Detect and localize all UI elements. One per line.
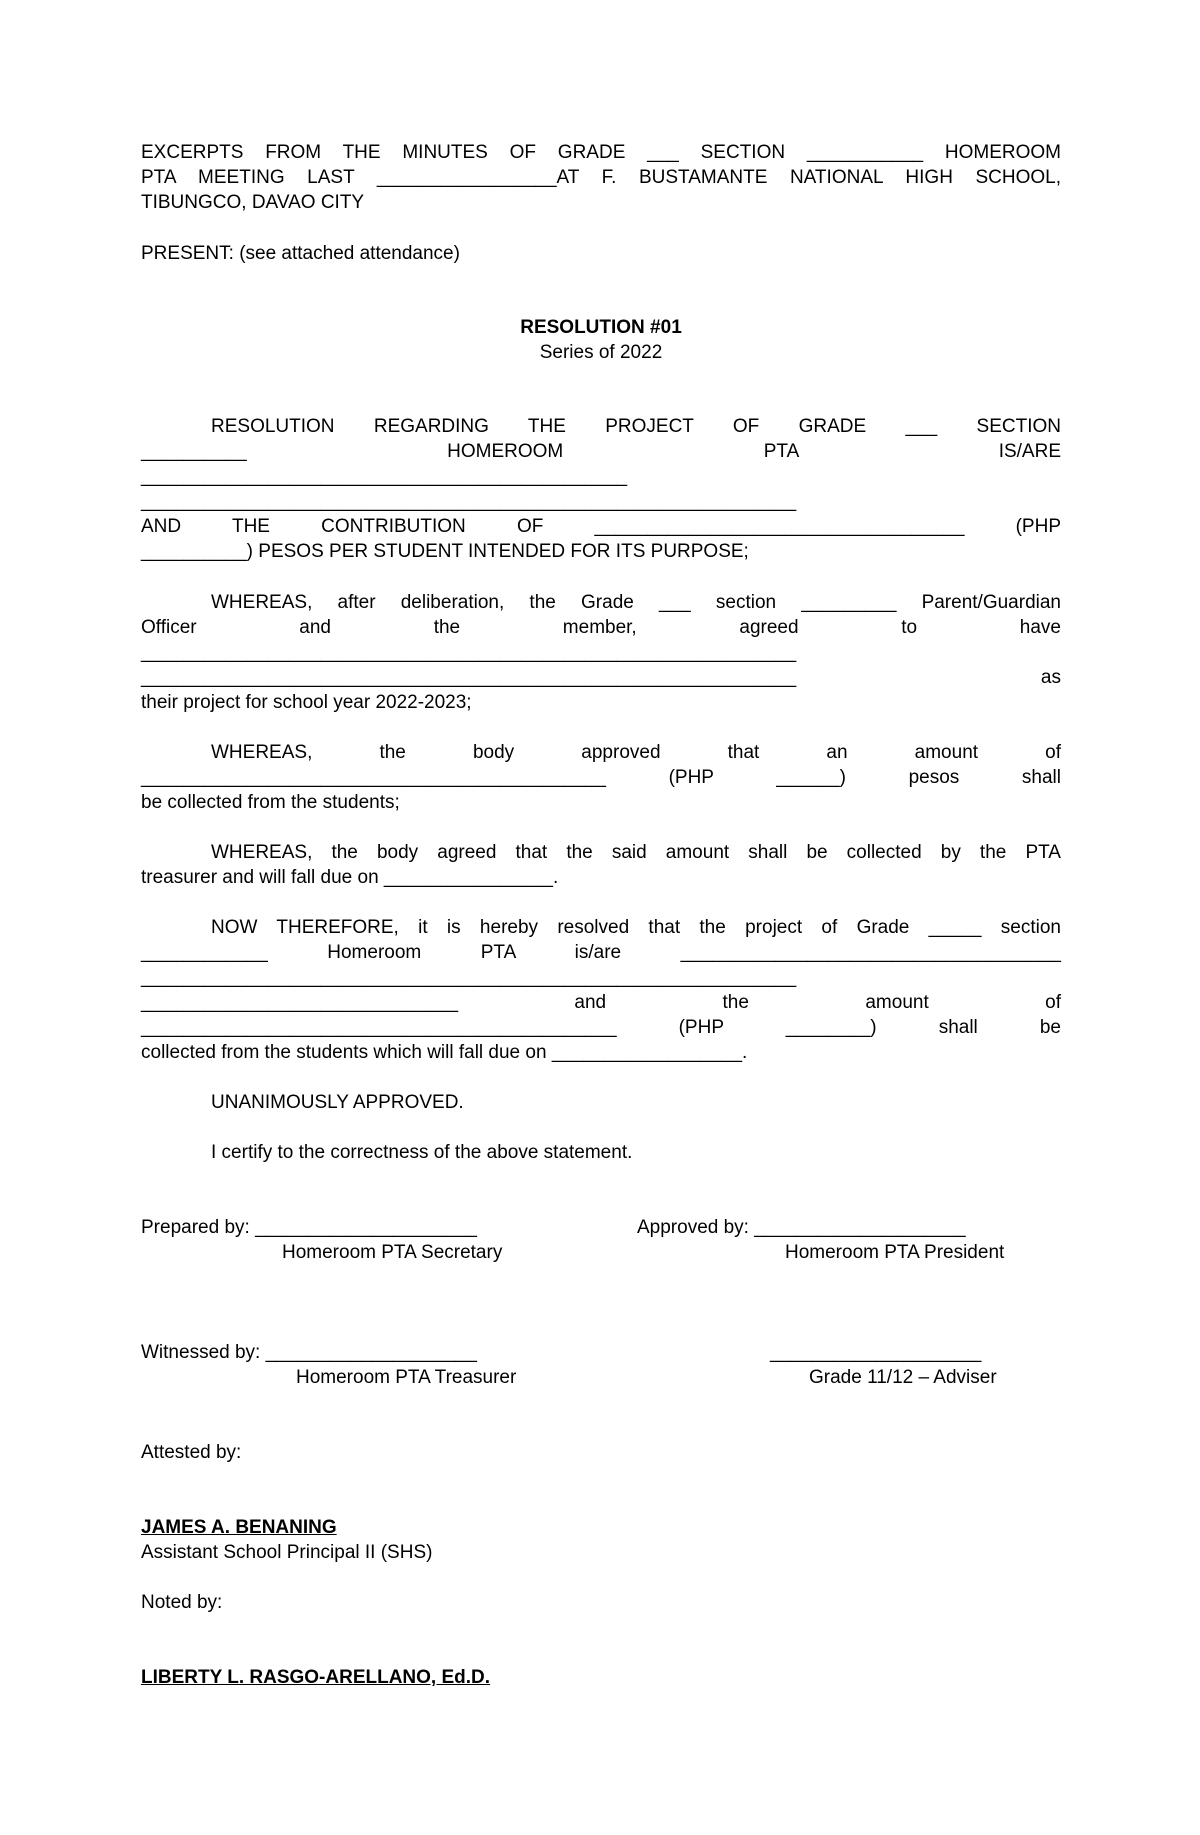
p1-line-4: ______________________________________________________________ (141, 491, 797, 512)
approved-by-role: Homeroom PTA President (785, 1242, 1005, 1263)
present-line: PRESENT: (see attached attendance) (141, 243, 460, 264)
p5-line-4: ______________________________ and the amount of (141, 992, 1061, 1013)
adviser-signature-line: ____________________ (770, 1342, 982, 1363)
adviser-role: Grade 11/12 – Adviser (809, 1367, 997, 1388)
header-line-1: EXCERPTS FROM THE MINUTES OF GRADE ___ SECTION ___________ HOMEROOM (141, 142, 1061, 163)
witnessed-by-label: Witnessed by: ____________________ (141, 1342, 477, 1363)
resolution-series: Series of 2022 (539, 342, 663, 363)
witnessed-by-role: Homeroom PTA Treasurer (296, 1367, 517, 1388)
p1-line-1: RESOLUTION REGARDING THE PROJECT OF GRADE ___ SECTION (211, 416, 1061, 437)
p5-line-3: ______________________________________________________________ (141, 967, 797, 988)
header-line-3: TIBUNGCO, DAVAO CITY (141, 192, 365, 213)
p3-line-1: WHEREAS, the body approved that an amount of (211, 742, 1061, 763)
p1-line-3: ______________________________________________ (141, 466, 628, 487)
noted-name: LIBERTY L. RASGO-ARELLANO, Ed.D. (141, 1667, 491, 1688)
header-line-2: PTA MEETING LAST _________________AT F. BUSTAMANTE NATIONAL HIGH SCHOOL, (141, 167, 1061, 188)
p1-line-6: __________) PESOS PER STUDENT INTENDED FOR ITS PURPOSE; (141, 541, 749, 562)
attested-name: JAMES A. BENANING (141, 1517, 337, 1538)
p2-line-1: WHEREAS, after deliberation, the Grade ___ section _________ Parent/Guardian (211, 592, 1061, 613)
p2-line-4: ______________________________________________________________ as (141, 667, 1061, 688)
p3-line-2: ____________________________________________ (PHP ______) pesos shall (141, 767, 1061, 788)
p5-line-1: NOW THEREFORE, it is hereby resolved that the project of Grade _____ section (211, 917, 1061, 938)
p2-line-5: their project for school year 2022-2023; (141, 692, 472, 713)
p1-line-2: __________ HOMEROOM PTA IS/ARE (141, 441, 1061, 462)
attested-role: Assistant School Principal II (SHS) (141, 1542, 433, 1563)
attested-by-label: Attested by: (141, 1442, 242, 1463)
p5-line-6: collected from the students which will fall due on __________________. (141, 1042, 748, 1063)
p2-line-2: Officer and the member, agreed to have (141, 617, 1061, 638)
p3-line-3: be collected from the students; (141, 792, 400, 813)
approved-by-label: Approved by: ____________________ (637, 1217, 966, 1238)
p5-line-5: _____________________________________________ (PHP ________) shall be (141, 1017, 1061, 1038)
p1-line-5: AND THE CONTRIBUTION OF ___________________________________ (PHP (141, 516, 1061, 537)
p4-line-2: treasurer and will fall due on ________________. (141, 867, 559, 888)
prepared-by-role: Homeroom PTA Secretary (282, 1242, 503, 1263)
p4-line-1: WHEREAS, the body agreed that the said amount shall be collected by the PTA (211, 842, 1061, 863)
certify-statement: I certify to the correctness of the above statement. (211, 1142, 633, 1163)
p2-line-3: ______________________________________________________________ (141, 642, 797, 663)
p5-line-2: ____________ Homeroom PTA is/are ____________________________________ (141, 942, 1061, 963)
resolution-title: RESOLUTION #01 (520, 317, 682, 338)
unanimously-approved: UNANIMOUSLY APPROVED. (211, 1092, 464, 1113)
prepared-by-label: Prepared by: _____________________ (141, 1217, 477, 1238)
noted-by-label: Noted by: (141, 1592, 223, 1613)
